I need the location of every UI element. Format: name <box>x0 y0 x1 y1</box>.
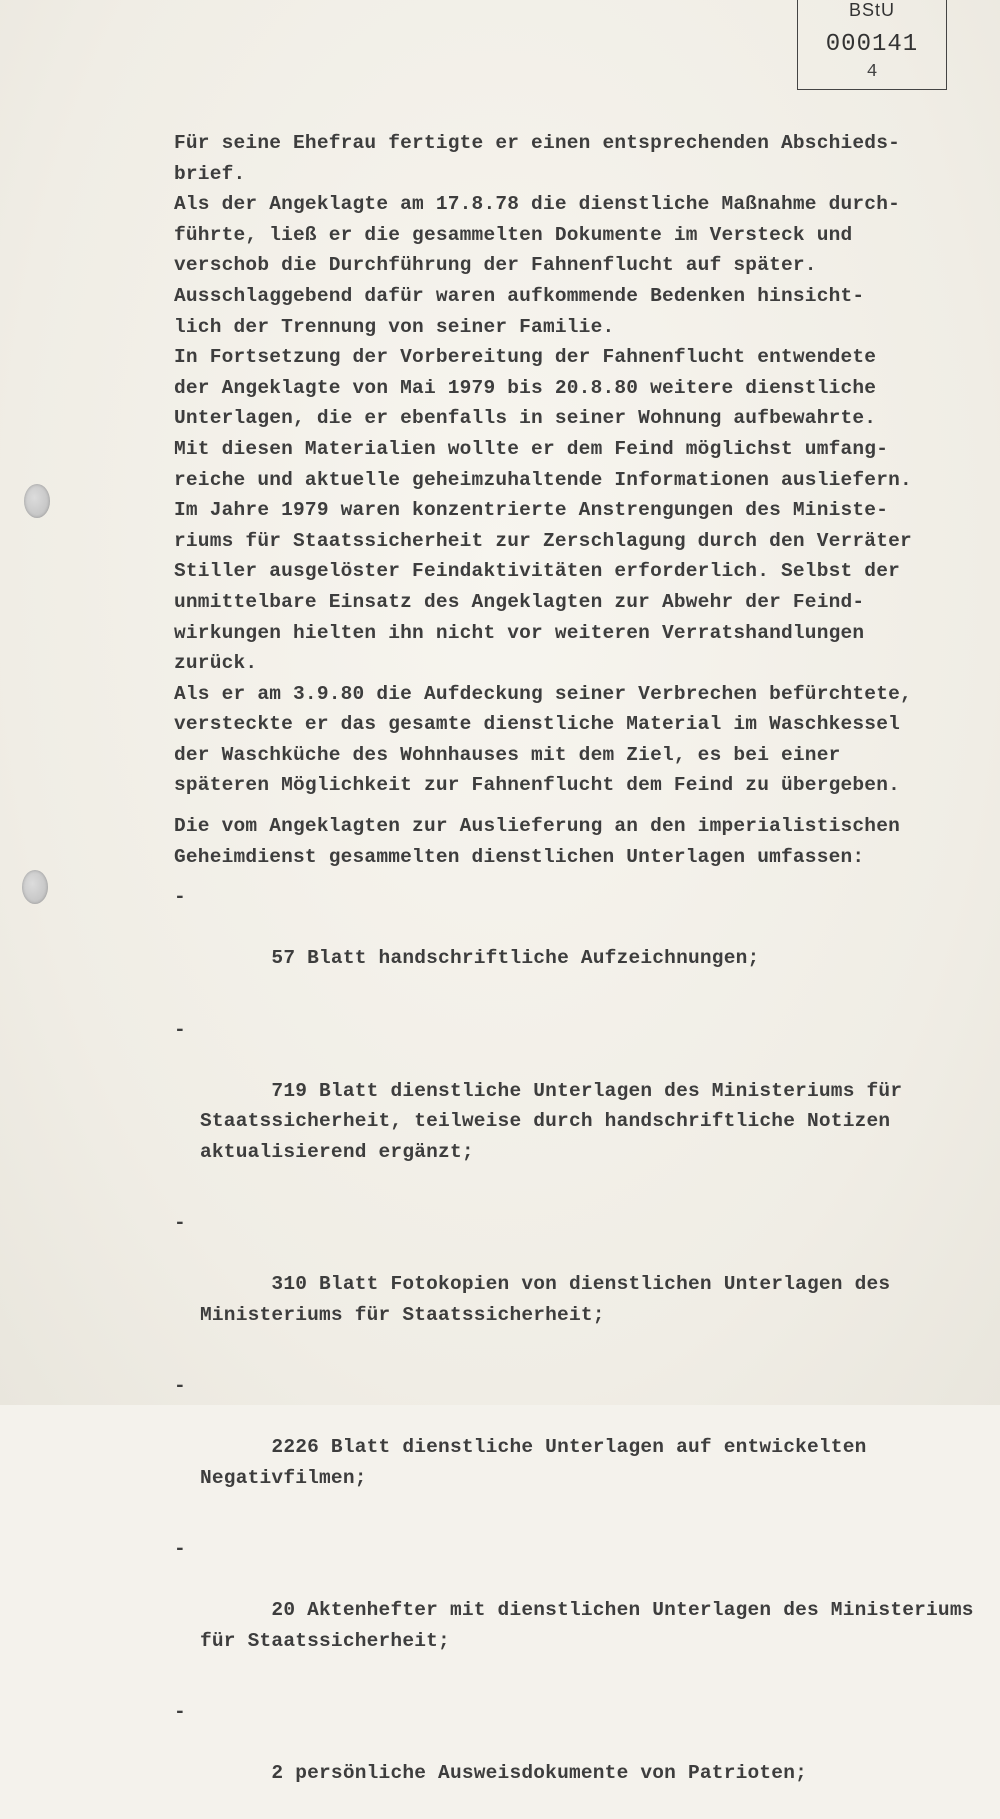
list-item <box>174 1697 964 1819</box>
list-item <box>174 1208 964 1361</box>
punch-hole-bottom <box>22 870 48 904</box>
paragraph-hiding-material: Als er am 3.9.80 die Aufdeckung seiner Verbrechen befürchtete, versteckte er das gesamte dienstliche Material im Waschkessel der Waschküche des Wohnhauses mit dem Ziel, es bei einer späteren Möglichkeit zur Fahnenflucht dem Feind zu übergeben. <box>174 682 912 797</box>
list-dash: - <box>174 1212 186 1235</box>
list-item <box>174 1534 974 1687</box>
list-dash: - <box>174 1018 186 1041</box>
list-item <box>174 1015 964 1199</box>
paragraph-continued-preparation: In Fortsetzung der Vorbereitung der Fahnenflucht entwendete der Angeklagte von Mai 1979 bis 20.8.80 weitere dienstliche Unterlagen, die er ebenfalls in seiner Wohnung aufbewahrte. Mit diesen Materialien wollte er dem Feind möglichst umfang- reiche und aktuelle geheimzuhaltende Informationen ausliefern. Im Jahre 1979 waren konzentrierte Anstrengungen des Ministe- riums für Staatssicherheit zur Zerschlagung durch den Verräter Stiller ausgelöster Feindaktivitäten erforderlich. Selbst der unmittelbare Einsatz des Angeklagten zur Abwehr der Feind- wirkungen hielten ihn nicht vor weiteren Verratshandlungen zurück. <box>174 346 912 675</box>
stamp-number: 000141 <box>825 31 919 58</box>
archive-stamp <box>797 0 947 90</box>
punch-hole-top <box>24 484 50 518</box>
paragraph-farewell-letter: Für seine Ehefrau fertigte er einen entsprechenden Abschieds- brief. <box>174 132 901 185</box>
document-body <box>174 128 974 1819</box>
list-item <box>174 1371 964 1524</box>
list-item-text: 2 persönliche Ausweisdokumente von Patrioten; <box>271 1762 808 1785</box>
list-dash: - <box>174 1538 186 1561</box>
list-item-text: 57 Blatt handschriftliche Aufzeichnungen; <box>271 947 760 970</box>
list-item-text: 2226 Blatt dienstliche Unterlagen auf entwickelten Negativfilmen; <box>200 1436 867 1489</box>
stamp-label: BStU <box>848 0 895 20</box>
list-item <box>174 882 964 1004</box>
list-dash: - <box>174 1701 186 1724</box>
list-item-text: 20 Aktenhefter mit dienstlichen Unterlagen des Ministeriums für Staatssicherheit; <box>200 1599 974 1652</box>
list-dash: - <box>174 886 186 909</box>
list-dash: - <box>174 1375 186 1398</box>
page-number: 4 <box>866 62 878 82</box>
paragraph-postponement: Als der Angeklagte am 17.8.78 die dienstliche Maßnahme durch- führte, ließ er die gesammelten Dokumente im Versteck und verschob die Durchführung der Fahnenflucht auf später. Ausschlaggebend dafür waren aufkommende Bedenken hinsicht- lich der Trennung von seiner Familie. <box>174 193 901 338</box>
list-item-text: 719 Blatt dienstliche Unterlagen des Ministeriums für Staatssicherheit, teilweise durch handschriftliche Notizen aktualisierend ergänzt; <box>200 1079 903 1163</box>
paragraph-collected-documents: Die vom Angeklagten zur Auslieferung an den imperialistischen Geheimdienst gesammelten dienstlichen Unterlagen umfassen: <box>174 815 901 868</box>
list-item-text: 310 Blatt Fotokopien von dienstlichen Unterlagen des Ministeriums für Staatssicherheit; <box>200 1273 891 1326</box>
